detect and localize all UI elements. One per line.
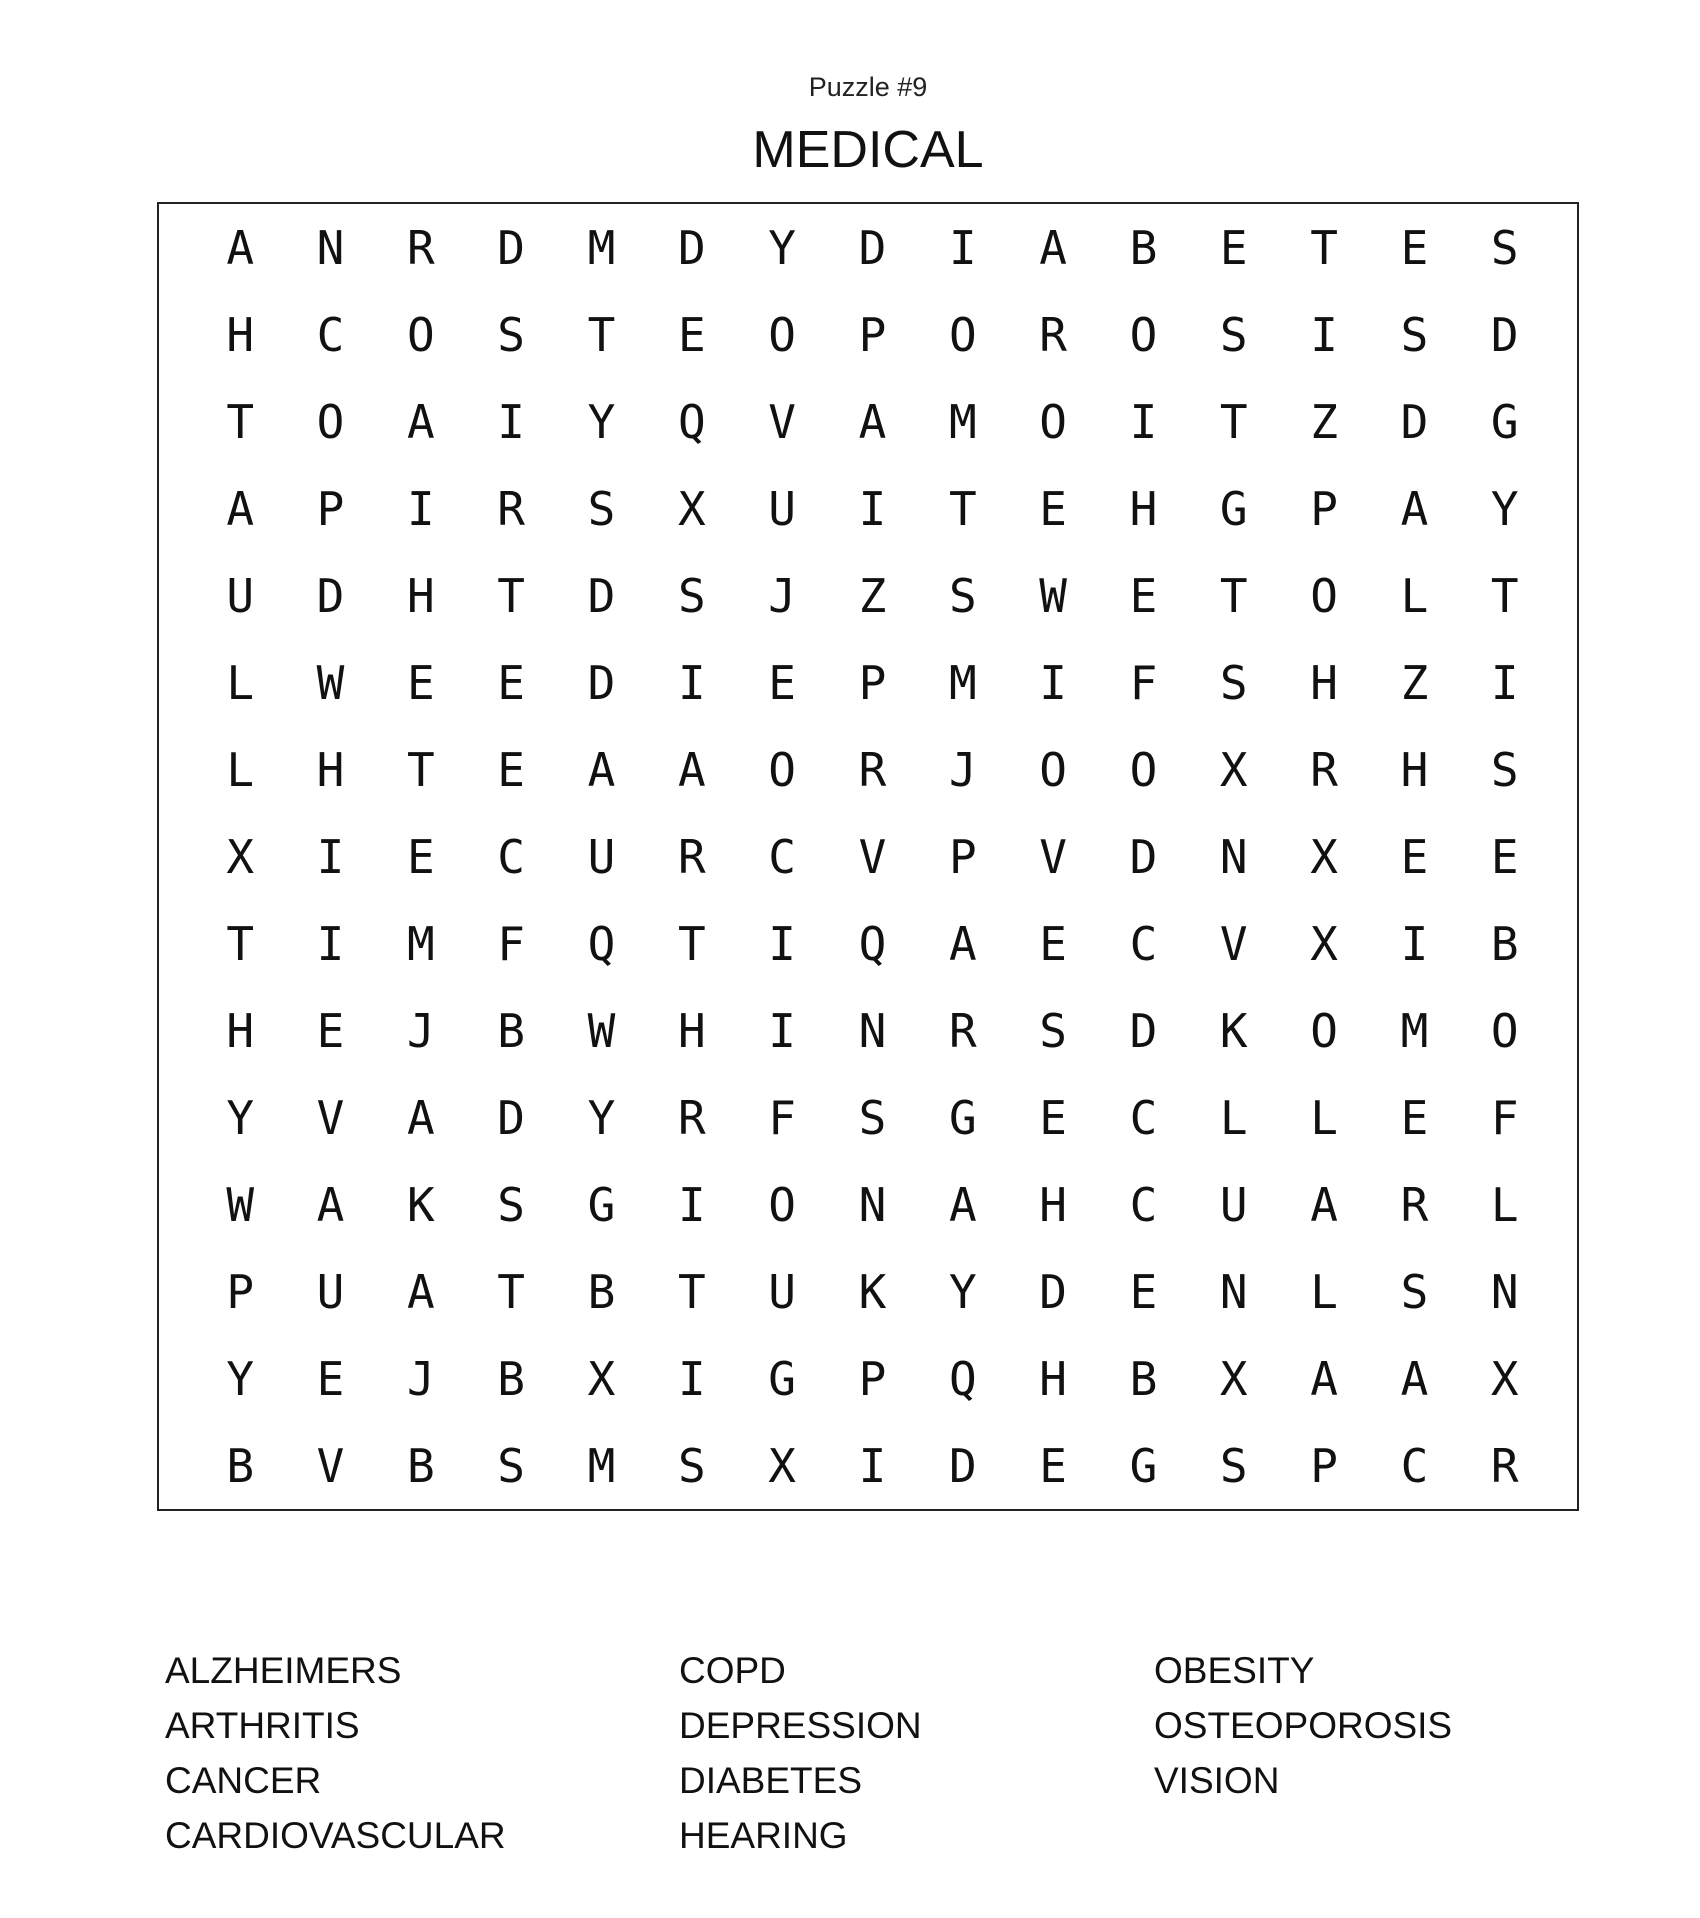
grid-cell[interactable]: A — [948, 1177, 977, 1232]
letter-grid — [195, 204, 1550, 1509]
grid-cell[interactable]: E — [316, 1003, 345, 1058]
grid-cell[interactable]: N — [1219, 829, 1248, 884]
grid-cell[interactable]: B — [226, 1438, 255, 1493]
grid-cell[interactable]: R — [1310, 742, 1338, 797]
grid-cell[interactable]: M — [948, 655, 977, 710]
grid-cell[interactable]: T — [497, 568, 525, 623]
grid-cell[interactable]: D — [587, 655, 616, 710]
grid-cell[interactable]: R — [677, 829, 706, 884]
grid-cell[interactable]: J — [768, 568, 796, 623]
grid-cell[interactable]: M — [406, 916, 435, 971]
grid-cell[interactable]: H — [226, 1003, 255, 1058]
grid-cell[interactable]: V — [768, 394, 796, 449]
grid-cell[interactable]: R — [497, 481, 525, 536]
grid-cell[interactable]: L — [1219, 1090, 1248, 1145]
grid-cell[interactable]: I — [1129, 394, 1158, 449]
grid-cell[interactable]: D — [587, 568, 616, 623]
grid-cell[interactable]: T — [1490, 568, 1519, 623]
grid-cell[interactable]: E — [768, 655, 796, 710]
grid-cell[interactable]: A — [948, 916, 977, 971]
grid-cell[interactable]: T — [677, 916, 706, 971]
grid-cell[interactable]: A — [316, 1177, 345, 1232]
grid-cell[interactable]: I — [768, 916, 796, 971]
grid-cell[interactable]: V — [316, 1090, 345, 1145]
grid-cell[interactable]: A — [858, 394, 887, 449]
grid-cell[interactable]: S — [1219, 655, 1248, 710]
grid-cell[interactable]: P — [858, 655, 887, 710]
grid-cell[interactable]: E — [406, 829, 435, 884]
grid-cell[interactable]: T — [1219, 394, 1248, 449]
grid-cell[interactable]: M — [1400, 1003, 1429, 1058]
grid-cell[interactable]: I — [1400, 916, 1429, 971]
grid-cell[interactable]: T — [677, 1264, 706, 1319]
grid-cell[interactable]: W — [1039, 568, 1067, 623]
grid-cell[interactable]: C — [768, 829, 796, 884]
grid-cell[interactable]: S — [677, 568, 706, 623]
word-list-item: DEPRESSION — [679, 1705, 922, 1746]
grid-cell[interactable]: Y — [587, 1090, 616, 1145]
grid-cell[interactable]: D — [1129, 829, 1158, 884]
word-list-item: OSTEOPOROSIS — [1154, 1705, 1453, 1746]
grid-cell[interactable]: I — [858, 1438, 887, 1493]
grid-cell[interactable]: P — [1310, 481, 1338, 536]
grid-cell[interactable]: D — [1039, 1264, 1067, 1319]
grid-cell[interactable]: S — [1219, 1438, 1248, 1493]
grid-cell[interactable]: L — [1310, 1264, 1338, 1319]
grid-cell[interactable]: G — [1219, 481, 1248, 536]
grid-cell[interactable]: E — [1400, 1090, 1429, 1145]
grid-cell[interactable]: H — [1129, 481, 1158, 536]
grid-cell[interactable]: R — [1400, 1177, 1429, 1232]
grid-cell[interactable]: I — [1039, 655, 1067, 710]
grid-cell[interactable]: D — [1129, 1003, 1158, 1058]
grid-cell[interactable]: X — [1219, 742, 1248, 797]
grid-cell[interactable]: T — [226, 394, 255, 449]
word-list-item: HEARING — [679, 1815, 848, 1856]
grid-cell[interactable]: I — [316, 829, 345, 884]
grid-cell[interactable]: K — [858, 1264, 887, 1319]
grid-cell[interactable]: D — [316, 568, 345, 623]
grid-cell[interactable]: L — [226, 655, 255, 710]
grid-cell[interactable]: Q — [587, 916, 616, 971]
grid-cell[interactable]: N — [1219, 1264, 1248, 1319]
grid-cell[interactable]: E — [1039, 916, 1067, 971]
grid-cell[interactable]: F — [497, 916, 525, 971]
grid-cell[interactable]: E — [1490, 829, 1519, 884]
grid-cell[interactable]: J — [406, 1351, 435, 1406]
grid-cell[interactable]: M — [587, 1438, 616, 1493]
grid-cell[interactable]: O — [1310, 568, 1338, 623]
grid-cell[interactable]: X — [587, 1351, 616, 1406]
word-list-item: OBESITY — [1154, 1650, 1315, 1691]
grid-cell[interactable]: O — [768, 1177, 796, 1232]
grid-cell[interactable]: U — [226, 568, 255, 623]
grid-cell[interactable]: X — [226, 829, 255, 884]
grid-cell[interactable]: T — [497, 1264, 525, 1319]
grid-cell[interactable]: D — [1490, 307, 1519, 362]
word-list-item: CARDIOVASCULAR — [165, 1815, 506, 1856]
grid-cell[interactable]: B — [497, 1351, 525, 1406]
grid-cell[interactable]: A — [1310, 1177, 1338, 1232]
grid-cell[interactable]: N — [858, 1003, 887, 1058]
grid-cell[interactable]: R — [1039, 307, 1067, 362]
grid-cell[interactable]: I — [497, 394, 525, 449]
grid-cell[interactable]: Y — [587, 394, 616, 449]
grid-cell[interactable]: L — [1490, 1177, 1519, 1232]
grid-cell[interactable]: V — [1219, 916, 1248, 971]
grid-cell[interactable]: F — [768, 1090, 796, 1145]
word-list-column — [165, 1643, 506, 1863]
grid-cell[interactable]: A — [406, 1090, 435, 1145]
grid-cell[interactable]: A — [677, 742, 706, 797]
grid-cell[interactable]: P — [858, 307, 887, 362]
grid-cell[interactable]: Z — [1400, 655, 1429, 710]
grid-cell[interactable]: U — [768, 1264, 796, 1319]
grid-cell[interactable]: E — [1400, 220, 1429, 275]
grid-cell[interactable]: E — [1039, 1438, 1067, 1493]
grid-cell[interactable]: S — [677, 1438, 706, 1493]
grid-cell[interactable]: O — [1129, 742, 1158, 797]
grid-cell[interactable]: A — [1039, 220, 1067, 275]
grid-cell[interactable]: B — [587, 1264, 616, 1319]
grid-cell[interactable]: R — [1490, 1438, 1519, 1493]
puzzle-number: Puzzle #9 — [808, 72, 928, 102]
grid-cell[interactable]: B — [497, 1003, 525, 1058]
grid-cell[interactable]: E — [1129, 568, 1158, 623]
grid-cell[interactable]: M — [948, 394, 977, 449]
grid-cell[interactable]: I — [858, 481, 887, 536]
grid-cell[interactable]: T — [406, 742, 435, 797]
grid-cell[interactable]: M — [587, 220, 616, 275]
grid-cell[interactable]: A — [1400, 481, 1429, 536]
grid-cell[interactable]: Q — [858, 916, 887, 971]
grid-cell[interactable]: D — [858, 220, 887, 275]
grid-cell[interactable]: I — [1490, 655, 1519, 710]
grid-cell[interactable]: R — [948, 1003, 977, 1058]
grid-cell[interactable]: A — [226, 481, 255, 536]
grid-cell[interactable]: W — [587, 1003, 616, 1058]
grid-cell[interactable]: X — [677, 481, 706, 536]
grid-cell[interactable]: H — [226, 307, 255, 362]
grid-cell[interactable]: D — [948, 1438, 977, 1493]
grid-cell[interactable]: C — [1129, 1090, 1158, 1145]
grid-cell[interactable]: Y — [948, 1264, 977, 1319]
grid-cell[interactable]: G — [587, 1177, 616, 1232]
grid-cell[interactable]: U — [768, 481, 796, 536]
grid-cell[interactable]: G — [768, 1351, 796, 1406]
grid-cell[interactable]: T — [1219, 568, 1248, 623]
grid-cell[interactable]: E — [1219, 220, 1248, 275]
word-list-item: ALZHEIMERS — [165, 1650, 402, 1691]
word-list — [165, 1643, 1565, 1863]
grid-cell[interactable]: T — [948, 481, 977, 536]
grid-cell[interactable]: V — [316, 1438, 345, 1493]
grid-cell[interactable]: P — [316, 481, 345, 536]
word-list-item: VISION — [1154, 1760, 1280, 1801]
grid-cell[interactable]: O — [1310, 1003, 1338, 1058]
grid-cell[interactable]: Y — [226, 1090, 255, 1145]
grid-cell[interactable]: U — [587, 829, 616, 884]
grid-cell[interactable]: Q — [948, 1351, 977, 1406]
grid-cell[interactable]: P — [858, 1351, 887, 1406]
grid-cell[interactable]: I — [677, 1177, 706, 1232]
grid-cell[interactable]: S — [497, 1177, 525, 1232]
grid-cell[interactable]: X — [1310, 829, 1338, 884]
grid-cell[interactable]: T — [226, 916, 255, 971]
grid-cell[interactable]: U — [1219, 1177, 1248, 1232]
grid-cell[interactable]: S — [1219, 307, 1248, 362]
grid-cell[interactable]: E — [1039, 1090, 1067, 1145]
page-title: MEDICAL — [752, 121, 984, 179]
grid-cell[interactable]: Q — [677, 394, 706, 449]
grid-cell[interactable]: L — [1310, 1090, 1338, 1145]
grid-cell[interactable]: P — [948, 829, 977, 884]
grid-cell[interactable]: A — [406, 1264, 435, 1319]
grid-cell[interactable]: D — [497, 1090, 525, 1145]
grid-cell[interactable]: H — [677, 1003, 706, 1058]
grid-cell[interactable]: X — [1310, 916, 1338, 971]
grid-cell[interactable]: H — [406, 568, 435, 623]
grid-cell[interactable]: A — [1400, 1351, 1429, 1406]
grid-cell[interactable]: K — [406, 1177, 435, 1232]
grid-cell[interactable]: S — [858, 1090, 887, 1145]
grid-cell[interactable]: D — [1400, 394, 1429, 449]
grid-cell[interactable]: D — [497, 220, 525, 275]
grid-cell[interactable]: V — [1039, 829, 1067, 884]
grid-cell[interactable]: L — [1400, 568, 1429, 623]
grid-cell[interactable]: O — [406, 307, 435, 362]
grid-cell[interactable]: S — [497, 1438, 525, 1493]
grid-cell[interactable]: E — [1039, 481, 1067, 536]
grid-cell[interactable]: A — [406, 394, 435, 449]
grid-cell[interactable]: D — [677, 220, 706, 275]
grid-cell[interactable]: S — [587, 481, 616, 536]
grid-cell[interactable]: C — [1400, 1438, 1429, 1493]
grid-cell[interactable]: T — [587, 307, 616, 362]
grid-cell[interactable]: X — [1490, 1351, 1519, 1406]
grid-cell[interactable]: E — [497, 742, 525, 797]
grid-cell[interactable]: J — [948, 742, 977, 797]
grid-cell[interactable]: O — [1039, 394, 1067, 449]
grid-cell[interactable]: O — [1039, 742, 1067, 797]
grid-cell[interactable]: I — [1310, 307, 1338, 362]
grid-cell[interactable]: S — [1400, 307, 1429, 362]
grid-cell[interactable]: B — [1129, 220, 1158, 275]
grid-cell[interactable]: V — [858, 829, 887, 884]
grid-cell[interactable]: X — [768, 1438, 796, 1493]
grid-cell[interactable]: O — [948, 307, 977, 362]
grid-cell[interactable]: U — [316, 1264, 345, 1319]
word-list-item: COPD — [679, 1650, 786, 1691]
grid-cell[interactable]: Z — [858, 568, 887, 623]
grid-cell[interactable]: Y — [768, 220, 796, 275]
grid-cell[interactable]: N — [1490, 1264, 1519, 1319]
grid-cell[interactable]: J — [406, 1003, 435, 1058]
grid-cell[interactable]: I — [948, 220, 977, 275]
grid-cell[interactable]: H — [1039, 1351, 1067, 1406]
grid-cell[interactable]: A — [226, 220, 255, 275]
grid-cell[interactable]: F — [1129, 655, 1158, 710]
grid-cell[interactable]: X — [1219, 1351, 1248, 1406]
grid-cell[interactable]: O — [316, 394, 345, 449]
grid-cell[interactable]: R — [406, 220, 435, 275]
grid-cell[interactable]: O — [768, 307, 796, 362]
grid-cell[interactable]: E — [677, 307, 706, 362]
grid-cell[interactable]: N — [316, 220, 345, 275]
grid-cell[interactable]: R — [677, 1090, 706, 1145]
grid-cell[interactable]: B — [1490, 916, 1519, 971]
grid-cell[interactable]: S — [1490, 742, 1519, 797]
word-list-item: ARTHRITIS — [165, 1705, 360, 1746]
grid-cell[interactable]: H — [316, 742, 345, 797]
grid-cell[interactable]: I — [677, 655, 706, 710]
grid-cell[interactable]: E — [1129, 1264, 1158, 1319]
word-list-column — [679, 1643, 922, 1863]
grid-cell[interactable]: H — [1039, 1177, 1067, 1232]
grid-cell[interactable]: C — [1129, 916, 1158, 971]
grid-cell[interactable]: A — [587, 742, 616, 797]
grid-cell[interactable]: O — [768, 742, 796, 797]
grid-cell[interactable]: E — [406, 655, 435, 710]
grid-cell[interactable]: P — [226, 1264, 255, 1319]
grid-cell[interactable]: R — [858, 742, 887, 797]
grid-cell[interactable]: H — [1400, 742, 1429, 797]
grid-cell[interactable]: Z — [1310, 394, 1338, 449]
grid-cell[interactable]: S — [948, 568, 977, 623]
grid-cell[interactable]: K — [1219, 1003, 1248, 1058]
grid-cell[interactable]: E — [1400, 829, 1429, 884]
grid-cell[interactable]: S — [1400, 1264, 1429, 1319]
word-list-item: CANCER — [165, 1760, 322, 1801]
grid-cell[interactable]: F — [1490, 1090, 1519, 1145]
grid-cell[interactable]: G — [1129, 1438, 1158, 1493]
grid-cell[interactable]: B — [1129, 1351, 1158, 1406]
word-list-item: DIABETES — [679, 1760, 862, 1801]
grid-cell[interactable]: C — [497, 829, 525, 884]
grid-cell[interactable]: E — [316, 1351, 345, 1406]
grid-cell[interactable]: C — [316, 307, 345, 362]
grid-cell[interactable]: N — [858, 1177, 887, 1232]
grid-cell[interactable]: B — [406, 1438, 435, 1493]
grid-cell[interactable]: I — [768, 1003, 796, 1058]
grid-cell[interactable]: W — [316, 655, 345, 710]
grid-cell[interactable]: A — [1310, 1351, 1338, 1406]
grid-cell[interactable]: P — [1310, 1438, 1338, 1493]
grid-cell[interactable]: S — [497, 307, 525, 362]
word-list-column — [1154, 1643, 1452, 1808]
grid-cell[interactable]: I — [677, 1351, 706, 1406]
grid-cell[interactable]: O — [1490, 1003, 1519, 1058]
grid-cell[interactable]: G — [948, 1090, 977, 1145]
grid-cell[interactable]: Y — [226, 1351, 255, 1406]
grid-cell[interactable]: O — [1129, 307, 1158, 362]
grid-cell[interactable]: E — [497, 655, 525, 710]
grid-cell[interactable]: G — [1490, 394, 1519, 449]
grid-cell[interactable]: I — [316, 916, 345, 971]
grid-cell[interactable]: W — [226, 1177, 255, 1232]
grid-cell[interactable]: C — [1129, 1177, 1158, 1232]
grid-cell[interactable]: T — [1310, 220, 1338, 275]
grid-cell[interactable]: Y — [1490, 481, 1519, 536]
grid-cell[interactable]: S — [1039, 1003, 1067, 1058]
grid-cell[interactable]: I — [406, 481, 435, 536]
grid-cell[interactable]: H — [1310, 655, 1338, 710]
grid-cell[interactable]: L — [226, 742, 255, 797]
grid-cell[interactable]: S — [1490, 220, 1519, 275]
